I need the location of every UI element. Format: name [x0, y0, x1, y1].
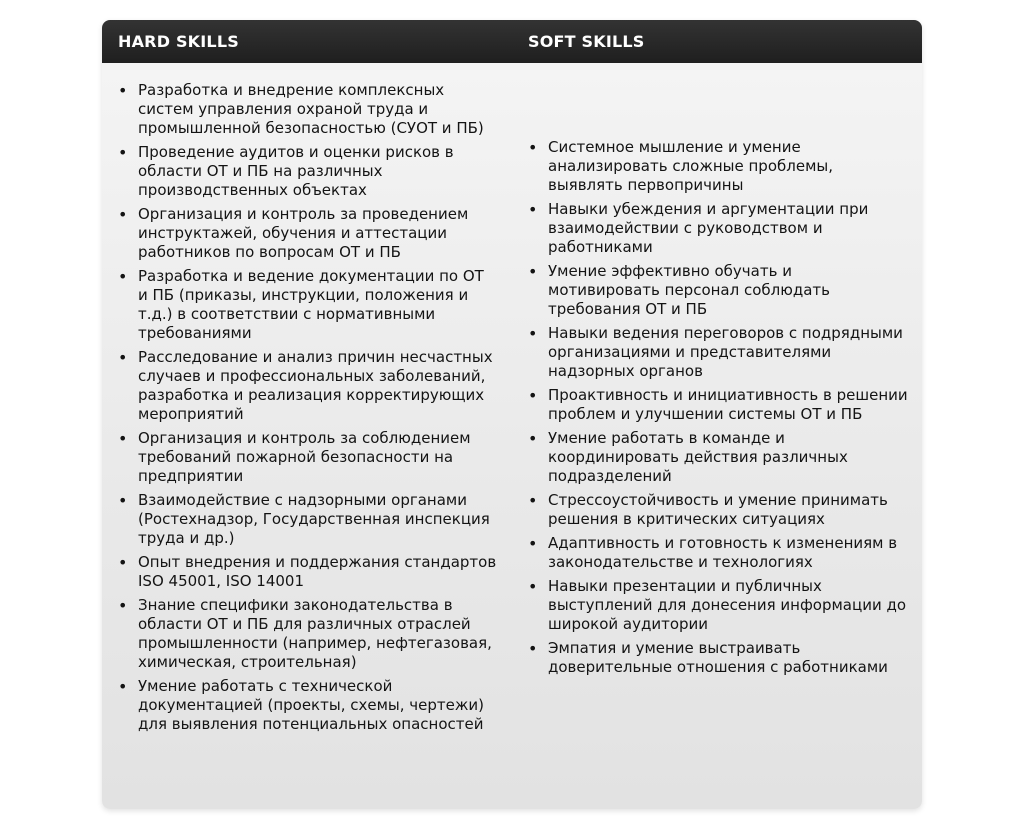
list-item: • Организация и контроль за проведением инструктажей, обучения и аттестации работников по вопросам ОТ и ПБ	[118, 205, 498, 262]
list-item: • Расследование и анализ причин несчастных случаев и профессиональных заболеваний, разработка и реализация корректирующих мероприятий	[118, 348, 498, 424]
list-item: • Организация и контроль за соблюдением требований пожарной безопасности на предприятии	[118, 429, 498, 486]
hard-skills-heading: HARD SKILLS	[118, 32, 239, 51]
list-item: • Умение эффективно обучать и мотивировать персонал соблюдать требования ОТ и ПБ	[528, 262, 908, 319]
table-header	[102, 20, 922, 63]
list-item: • Проактивность и инициативность в решении проблем и улучшении системы ОТ и ПБ	[528, 386, 908, 424]
list-item: • Адаптивность и готовность к изменениям в законодательстве и технологиях	[528, 534, 908, 572]
list-item: • Умение работать с технической документацией (проекты, схемы, чертежи) для выявления потенциальных опасностей	[118, 677, 498, 734]
soft-skills-heading: SOFT SKILLS	[528, 32, 645, 51]
hard-skills-list	[118, 81, 498, 739]
list-item: • Навыки ведения переговоров с подрядными организациями и представителями надзорных органов	[528, 324, 908, 381]
list-item: • Разработка и внедрение комплексных систем управления охраной труда и промышленной безопасностью (СУОТ и ПБ)	[118, 81, 498, 138]
list-item: • Опыт внедрения и поддержания стандартов ISO 45001, ISO 14001	[118, 553, 498, 591]
list-item: • Системное мышление и умение анализировать сложные проблемы, выявлять первопричины	[528, 138, 908, 195]
soft-skills-list	[528, 138, 908, 682]
list-item: • Знание специфики законодательства в области ОТ и ПБ для различных отраслей промышленности (например, нефтегазовая, химическая, строительная)	[118, 596, 498, 672]
list-item: • Взаимодействие с надзорными органами (Ростехнадзор, Государственная инспекция труда и др.)	[118, 491, 498, 548]
skills-table	[102, 20, 922, 809]
list-item: • Навыки убеждения и аргументации при взаимодействии с руководством и работниками	[528, 200, 908, 257]
list-item: • Проведение аудитов и оценки рисков в области ОТ и ПБ на различных производственных объектах	[118, 143, 498, 200]
list-item: • Умение работать в команде и координировать действия различных подразделений	[528, 429, 908, 486]
list-item: • Разработка и ведение документации по ОТ и ПБ (приказы, инструкции, положения и т.д.) в соответствии с нормативными требованиями	[118, 267, 498, 343]
list-item: • Эмпатия и умение выстраивать доверительные отношения с работниками	[528, 639, 908, 677]
list-item: • Навыки презентации и публичных выступлений для донесения информации до широкой аудитории	[528, 577, 908, 634]
list-item: • Стрессоустойчивость и умение принимать решения в критических ситуациях	[528, 491, 908, 529]
